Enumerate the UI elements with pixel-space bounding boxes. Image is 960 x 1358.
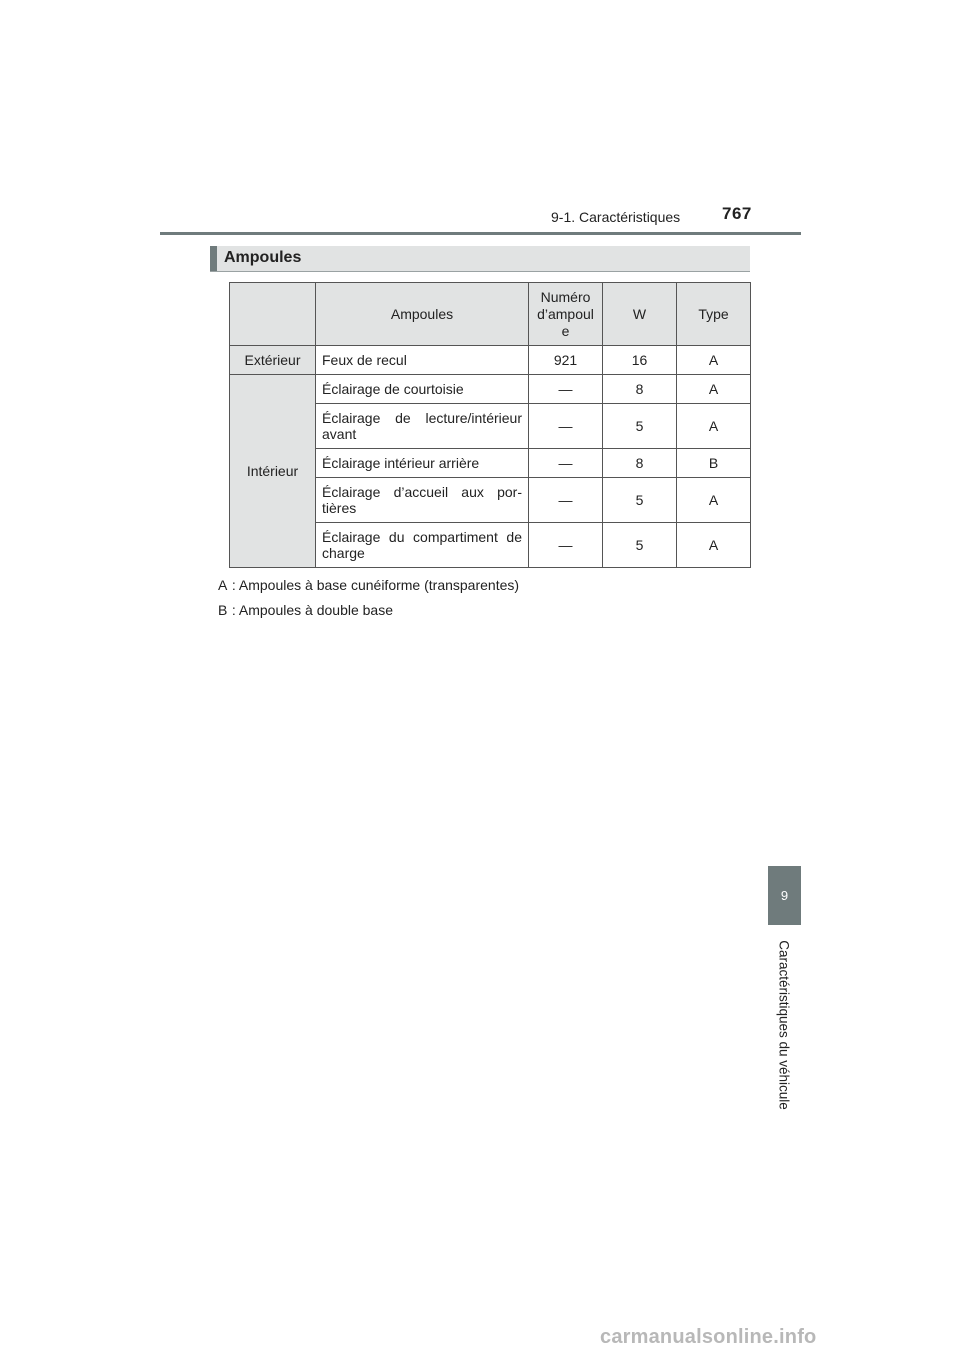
table-header-row: [230, 283, 751, 346]
watermark-logo: carmanualsonline.info: [600, 1326, 817, 1348]
bulb-name: Éclairage de courtoisie: [316, 375, 529, 404]
bulb-type: A: [677, 523, 751, 568]
bulb-number: —: [529, 449, 603, 478]
bulb-table: [229, 282, 751, 568]
chapter-label: Caractéristiques du véhicule: [776, 940, 792, 1110]
note-text: : Ampoules à double base: [231, 602, 394, 618]
bulb-watt: 5: [603, 478, 677, 523]
header-cell-type: Type: [677, 283, 751, 346]
table-row: [230, 346, 751, 375]
bulb-number: —: [529, 404, 603, 449]
note-b: [218, 602, 519, 618]
bulb-name: Éclairage d’accueil aux por-tières: [316, 478, 529, 523]
bulb-type: B: [677, 449, 751, 478]
section-heading-bar: [210, 246, 750, 272]
bulb-name: Éclairage de lecture/intérieur avant: [316, 404, 529, 449]
bulb-type: A: [677, 404, 751, 449]
note-key: B: [218, 602, 228, 618]
chapter-tab[interactable]: 9: [768, 866, 801, 925]
bulb-name: Éclairage intérieur arrière: [316, 449, 529, 478]
running-header-section: 9-1. Caractéristiques: [551, 209, 681, 225]
bulb-number: —: [529, 478, 603, 523]
page-number: 767: [722, 204, 752, 223]
header-cell-watt: W: [603, 283, 677, 346]
bulb-type: A: [677, 375, 751, 404]
section-title: Ampoules: [224, 249, 302, 266]
bulb-watt: 8: [603, 375, 677, 404]
bulb-watt: 16: [603, 346, 677, 375]
header-cell-bulbs: Ampoules: [316, 283, 529, 346]
bulb-number: —: [529, 523, 603, 568]
header-rule: [160, 232, 801, 235]
note-a: [218, 577, 519, 593]
bulb-number: 921: [529, 346, 603, 375]
bulb-watt: 5: [603, 523, 677, 568]
group-exterior: Extérieur: [230, 346, 316, 375]
bulb-watt: 5: [603, 404, 677, 449]
note-key: A: [218, 577, 228, 593]
bulb-type: A: [677, 346, 751, 375]
bulb-name: Éclairage du compartiment de charge: [316, 523, 529, 568]
note-text: : Ampoules à base cunéiforme (transparentes): [231, 577, 520, 593]
section-heading-accent: [210, 246, 217, 271]
bulb-name: Feux de recul: [316, 346, 529, 375]
table-row: [230, 375, 751, 404]
bulb-number: —: [529, 375, 603, 404]
bulb-type: A: [677, 478, 751, 523]
header-cell-group: [230, 283, 316, 346]
bulb-watt: 8: [603, 449, 677, 478]
group-interior: Intérieur: [230, 375, 316, 568]
table-notes: [218, 577, 519, 627]
header-cell-bulb-number: Numéro d’ampoul e: [529, 283, 603, 346]
